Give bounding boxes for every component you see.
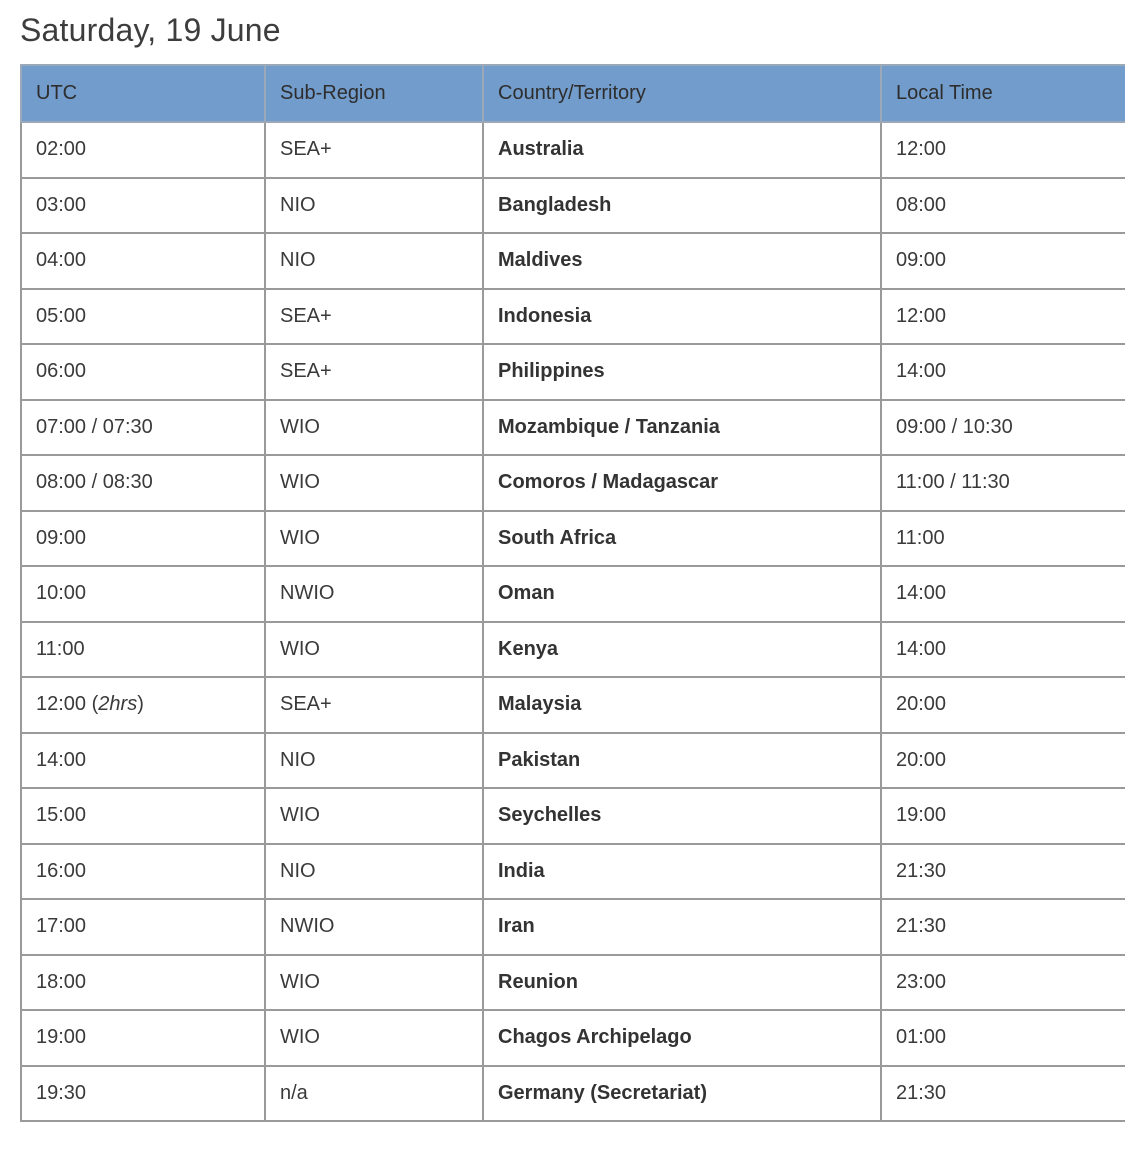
header-row [21,65,1125,122]
utc-cell [21,566,265,622]
table-row [21,289,1125,345]
local-time-cell: 20:00 [881,677,1125,733]
utc-cell [21,511,265,567]
utc-cell [21,400,265,456]
utc-cell [21,178,265,234]
local-time-cell: 12:00 [881,289,1125,345]
utc-cell [21,1010,265,1066]
table-row [21,622,1125,678]
table-body [21,122,1125,1121]
country-cell: Oman [483,566,881,622]
utc-cell [21,344,265,400]
utc-time: 10:00 [36,582,87,605]
utc-cell [21,455,265,511]
utc-time: 17:00 [36,915,87,938]
table-row [21,733,1125,789]
local-time-cell: 20:00 [881,733,1125,789]
local-time-cell: 19:00 [881,788,1125,844]
table-row [21,400,1125,456]
country-cell: Philippines [483,344,881,400]
table-row [21,955,1125,1011]
sub-region-cell: WIO [265,511,483,567]
utc-cell [21,844,265,900]
utc-time: 19:30 [36,1081,87,1104]
column-header-local-time: Local Time [881,65,1125,122]
sub-region-cell: WIO [265,400,483,456]
utc-cell [21,955,265,1011]
utc-time: 11:00 [36,637,85,660]
sub-region-cell: WIO [265,455,483,511]
column-header-country: Country/Territory [483,65,881,122]
utc-cell [21,233,265,289]
sub-region-cell: SEA+ [265,344,483,400]
local-time-cell: 09:00 [881,233,1125,289]
duration-note: 2hrs [98,693,138,716]
column-header-utc: UTC [21,65,265,122]
sub-region-cell: SEA+ [265,122,483,178]
local-time-cell: 14:00 [881,566,1125,622]
utc-cell [21,788,265,844]
local-time-cell: 08:00 [881,178,1125,234]
country-cell: Reunion [483,955,881,1011]
country-cell: Kenya [483,622,881,678]
country-cell: Maldives [483,233,881,289]
local-time-cell: 14:00 [881,344,1125,400]
country-cell: Mozambique / Tanzania [483,400,881,456]
utc-time: 15:00 [36,804,87,827]
local-time-cell: 21:30 [881,1066,1125,1122]
utc-time: 18:00 [36,970,87,993]
country-cell: Australia [483,122,881,178]
sub-region-cell: WIO [265,955,483,1011]
country-cell: India [483,844,881,900]
local-time-cell: 23:00 [881,955,1125,1011]
table-row [21,233,1125,289]
sub-region-cell: SEA+ [265,289,483,345]
country-cell: Indonesia [483,289,881,345]
table-row [21,899,1125,955]
utc-cell [21,899,265,955]
country-cell: Iran [483,899,881,955]
table-row [21,178,1125,234]
utc-cell [21,289,265,345]
sub-region-cell: SEA+ [265,677,483,733]
sub-region-cell: WIO [265,788,483,844]
local-time-cell: 11:00 / 11:30 [881,455,1125,511]
utc-time: 19:00 [36,1026,87,1049]
table-row [21,511,1125,567]
utc-time: 06:00 [36,360,87,383]
sub-region-cell: NIO [265,233,483,289]
table-row [21,677,1125,733]
local-time-cell: 14:00 [881,622,1125,678]
sub-region-cell: NWIO [265,899,483,955]
utc-time: 14:00 [36,748,87,771]
table-row [21,566,1125,622]
country-cell: Pakistan [483,733,881,789]
country-cell: South Africa [483,511,881,567]
sub-region-cell: WIO [265,1010,483,1066]
utc-cell [21,733,265,789]
utc-time: 16:00 [36,859,87,882]
sub-region-cell: NIO [265,733,483,789]
country-cell: Comoros / Madagascar [483,455,881,511]
country-cell: Seychelles [483,788,881,844]
utc-time: 04:00 [36,249,87,272]
country-cell: Germany (Secretariat) [483,1066,881,1122]
country-cell: Bangladesh [483,178,881,234]
page-title: Saturday, 19 June [20,12,281,48]
column-header-sub-region: Sub-Region [265,65,483,122]
utc-time: 08:00 / 08:30 [36,471,153,494]
sub-region-cell: NIO [265,178,483,234]
utc-cell: 12:00 (2hrs) [21,677,265,733]
country-cell: Chagos Archipelago [483,1010,881,1066]
utc-time: 03:00 [36,193,87,216]
utc-time: 09:00 [36,526,87,549]
utc-time: 07:00 / 07:30 [36,415,153,438]
sub-region-cell: n/a [265,1066,483,1122]
table-row [21,455,1125,511]
table-row [21,788,1125,844]
schedule-table [20,64,1125,1122]
sub-region-cell: NWIO [265,566,483,622]
utc-cell [21,1066,265,1122]
local-time-cell: 11:00 [881,511,1125,567]
table-row [21,844,1125,900]
table-row [21,122,1125,178]
utc-time: 02:00 [36,138,87,161]
local-time-cell: 01:00 [881,1010,1125,1066]
local-time-cell: 12:00 [881,122,1125,178]
local-time-cell: 21:30 [881,844,1125,900]
utc-cell [21,622,265,678]
local-time-cell: 09:00 / 10:30 [881,400,1125,456]
utc-cell [21,122,265,178]
country-cell: Malaysia [483,677,881,733]
utc-time: 12:00 [36,693,87,716]
table-row [21,1010,1125,1066]
table-row [21,1066,1125,1122]
table-row [21,344,1125,400]
sub-region-cell: NIO [265,844,483,900]
local-time-cell: 21:30 [881,899,1125,955]
utc-time: 05:00 [36,304,87,327]
table-header [21,65,1125,122]
sub-region-cell: WIO [265,622,483,678]
